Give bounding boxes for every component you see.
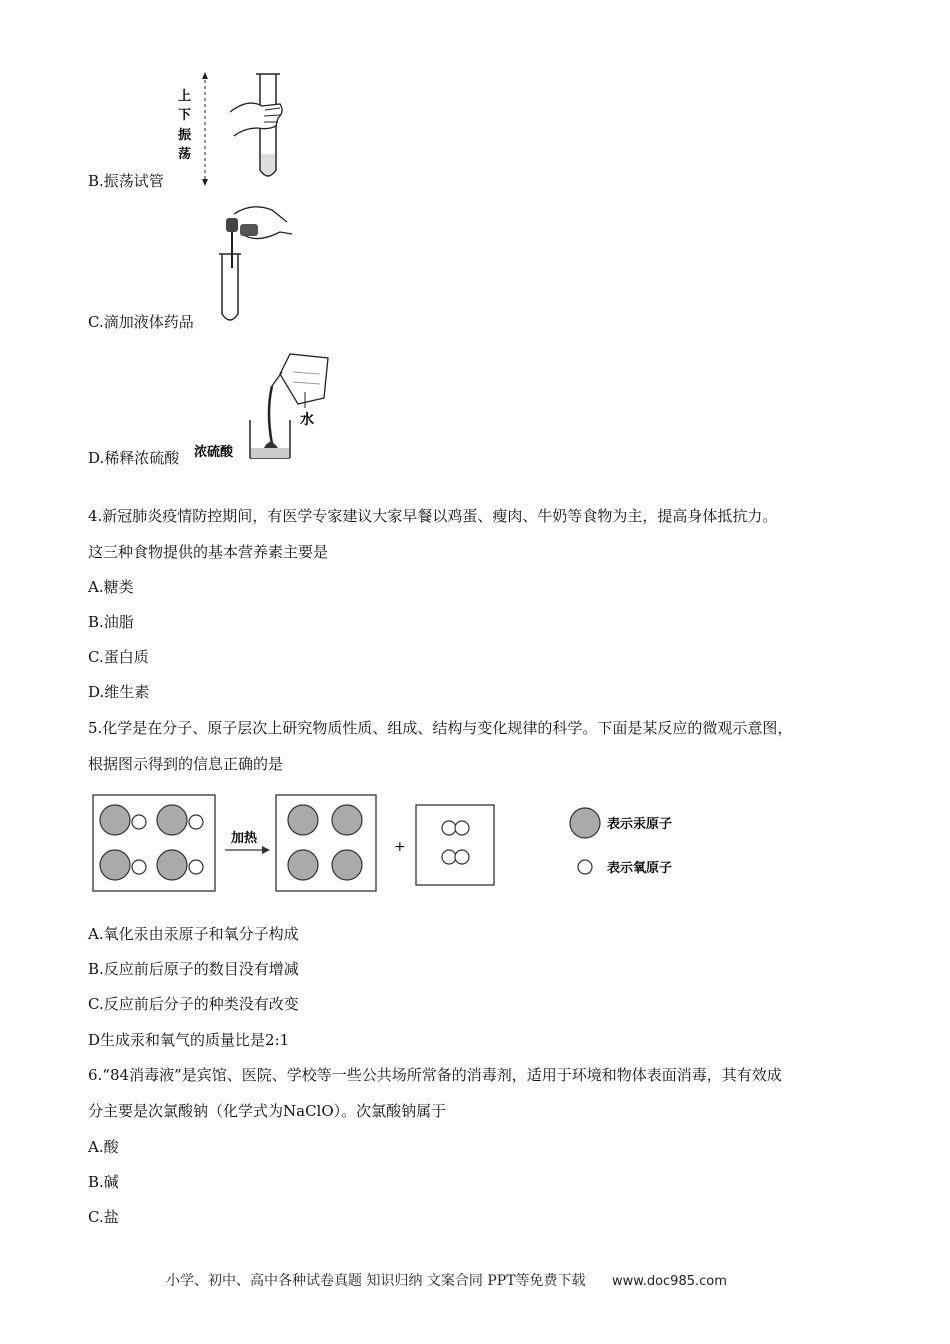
q4-option-d: D.维生素 [88, 683, 150, 701]
q4-stem-line-2: 这三种食物提供的基本营养素主要是 [88, 543, 329, 561]
footer [166, 1270, 727, 1290]
acid-label: 浓硫酸 [194, 445, 234, 460]
footer-text: 小学、初中、高中各种试卷真题 知识归纳 文案合同 PPT等免费下载 [166, 1273, 586, 1289]
dropper-figure [212, 204, 302, 326]
q5-stem-line-1: 5.化学是在分子、原子层次上研究物质性质、组成、结构与变化规律的科学。下面是某反应的微观示意图， [88, 719, 793, 737]
q5-option-b: B.反应前后原子的数目没有增减 [88, 960, 299, 978]
oxygen-legend-icon [578, 860, 592, 874]
shake-label-char-2: 下 [178, 108, 192, 123]
q4-option-a: A.糖类 [88, 578, 134, 596]
footer-url[interactable]: www.doc985.com [611, 1274, 727, 1289]
q6-option-a: A.酸 [88, 1138, 119, 1156]
plus-sign: + [394, 839, 406, 855]
q4-option-b: B.油脂 [88, 613, 134, 631]
shake-label-char-4: 荡 [178, 147, 192, 162]
option-d-label: D.稀释浓硫酸 [88, 449, 180, 467]
water-label: 水 [300, 412, 314, 428]
shake-label-char-3: 振 [178, 128, 192, 143]
q6-option-c: C.盐 [88, 1208, 119, 1226]
option-b-label: B.振荡试管 [88, 172, 164, 190]
q5-stem-line-2: 根据图示得到的信息正确的是 [88, 755, 284, 773]
shake-label-char-1: 上 [178, 89, 192, 104]
mercury-product-box [276, 795, 376, 891]
q4-option-c: C.蛋白质 [88, 648, 149, 666]
q6-option-b: B.碱 [88, 1173, 119, 1191]
mercury-legend-icon [570, 808, 600, 838]
oxygen-legend-label: 表示氧原子 [607, 861, 673, 876]
dilute-acid-figure [190, 352, 340, 468]
reaction-diagram [88, 790, 708, 900]
arrow-label: 加热 [231, 831, 258, 846]
option-c-label: C.滴加液体药品 [88, 313, 194, 331]
shake-test-tube-figure [170, 70, 300, 188]
mercury-legend-label: 表示汞原子 [607, 817, 673, 832]
q6-stem-line-1: 6.“84消毒液”是宾馆、医院、学校等一些公共场所常备的消毒剂，适用于环境和物体表面消毒，其有效成 [88, 1066, 782, 1084]
q5-option-c: C.反应前后分子的种类没有改变 [88, 995, 299, 1013]
q6-stem-line-2: 分主要是次氯酸钠（化学式为NaClO）。次氯酸钠属于 [88, 1102, 447, 1120]
oxygen-product-box [416, 805, 494, 885]
q5-option-d: D生成汞和氧气的质量比是2:1 [88, 1031, 290, 1049]
q4-stem-line-1: 4.新冠肺炎疫情防控期间，有医学专家建议大家早餐以鸡蛋、瘦肉、牛奶等食物为主，提高身体抵抗力。 [88, 507, 778, 525]
q5-option-a: A.氧化汞由汞原子和氧分子构成 [88, 925, 299, 943]
